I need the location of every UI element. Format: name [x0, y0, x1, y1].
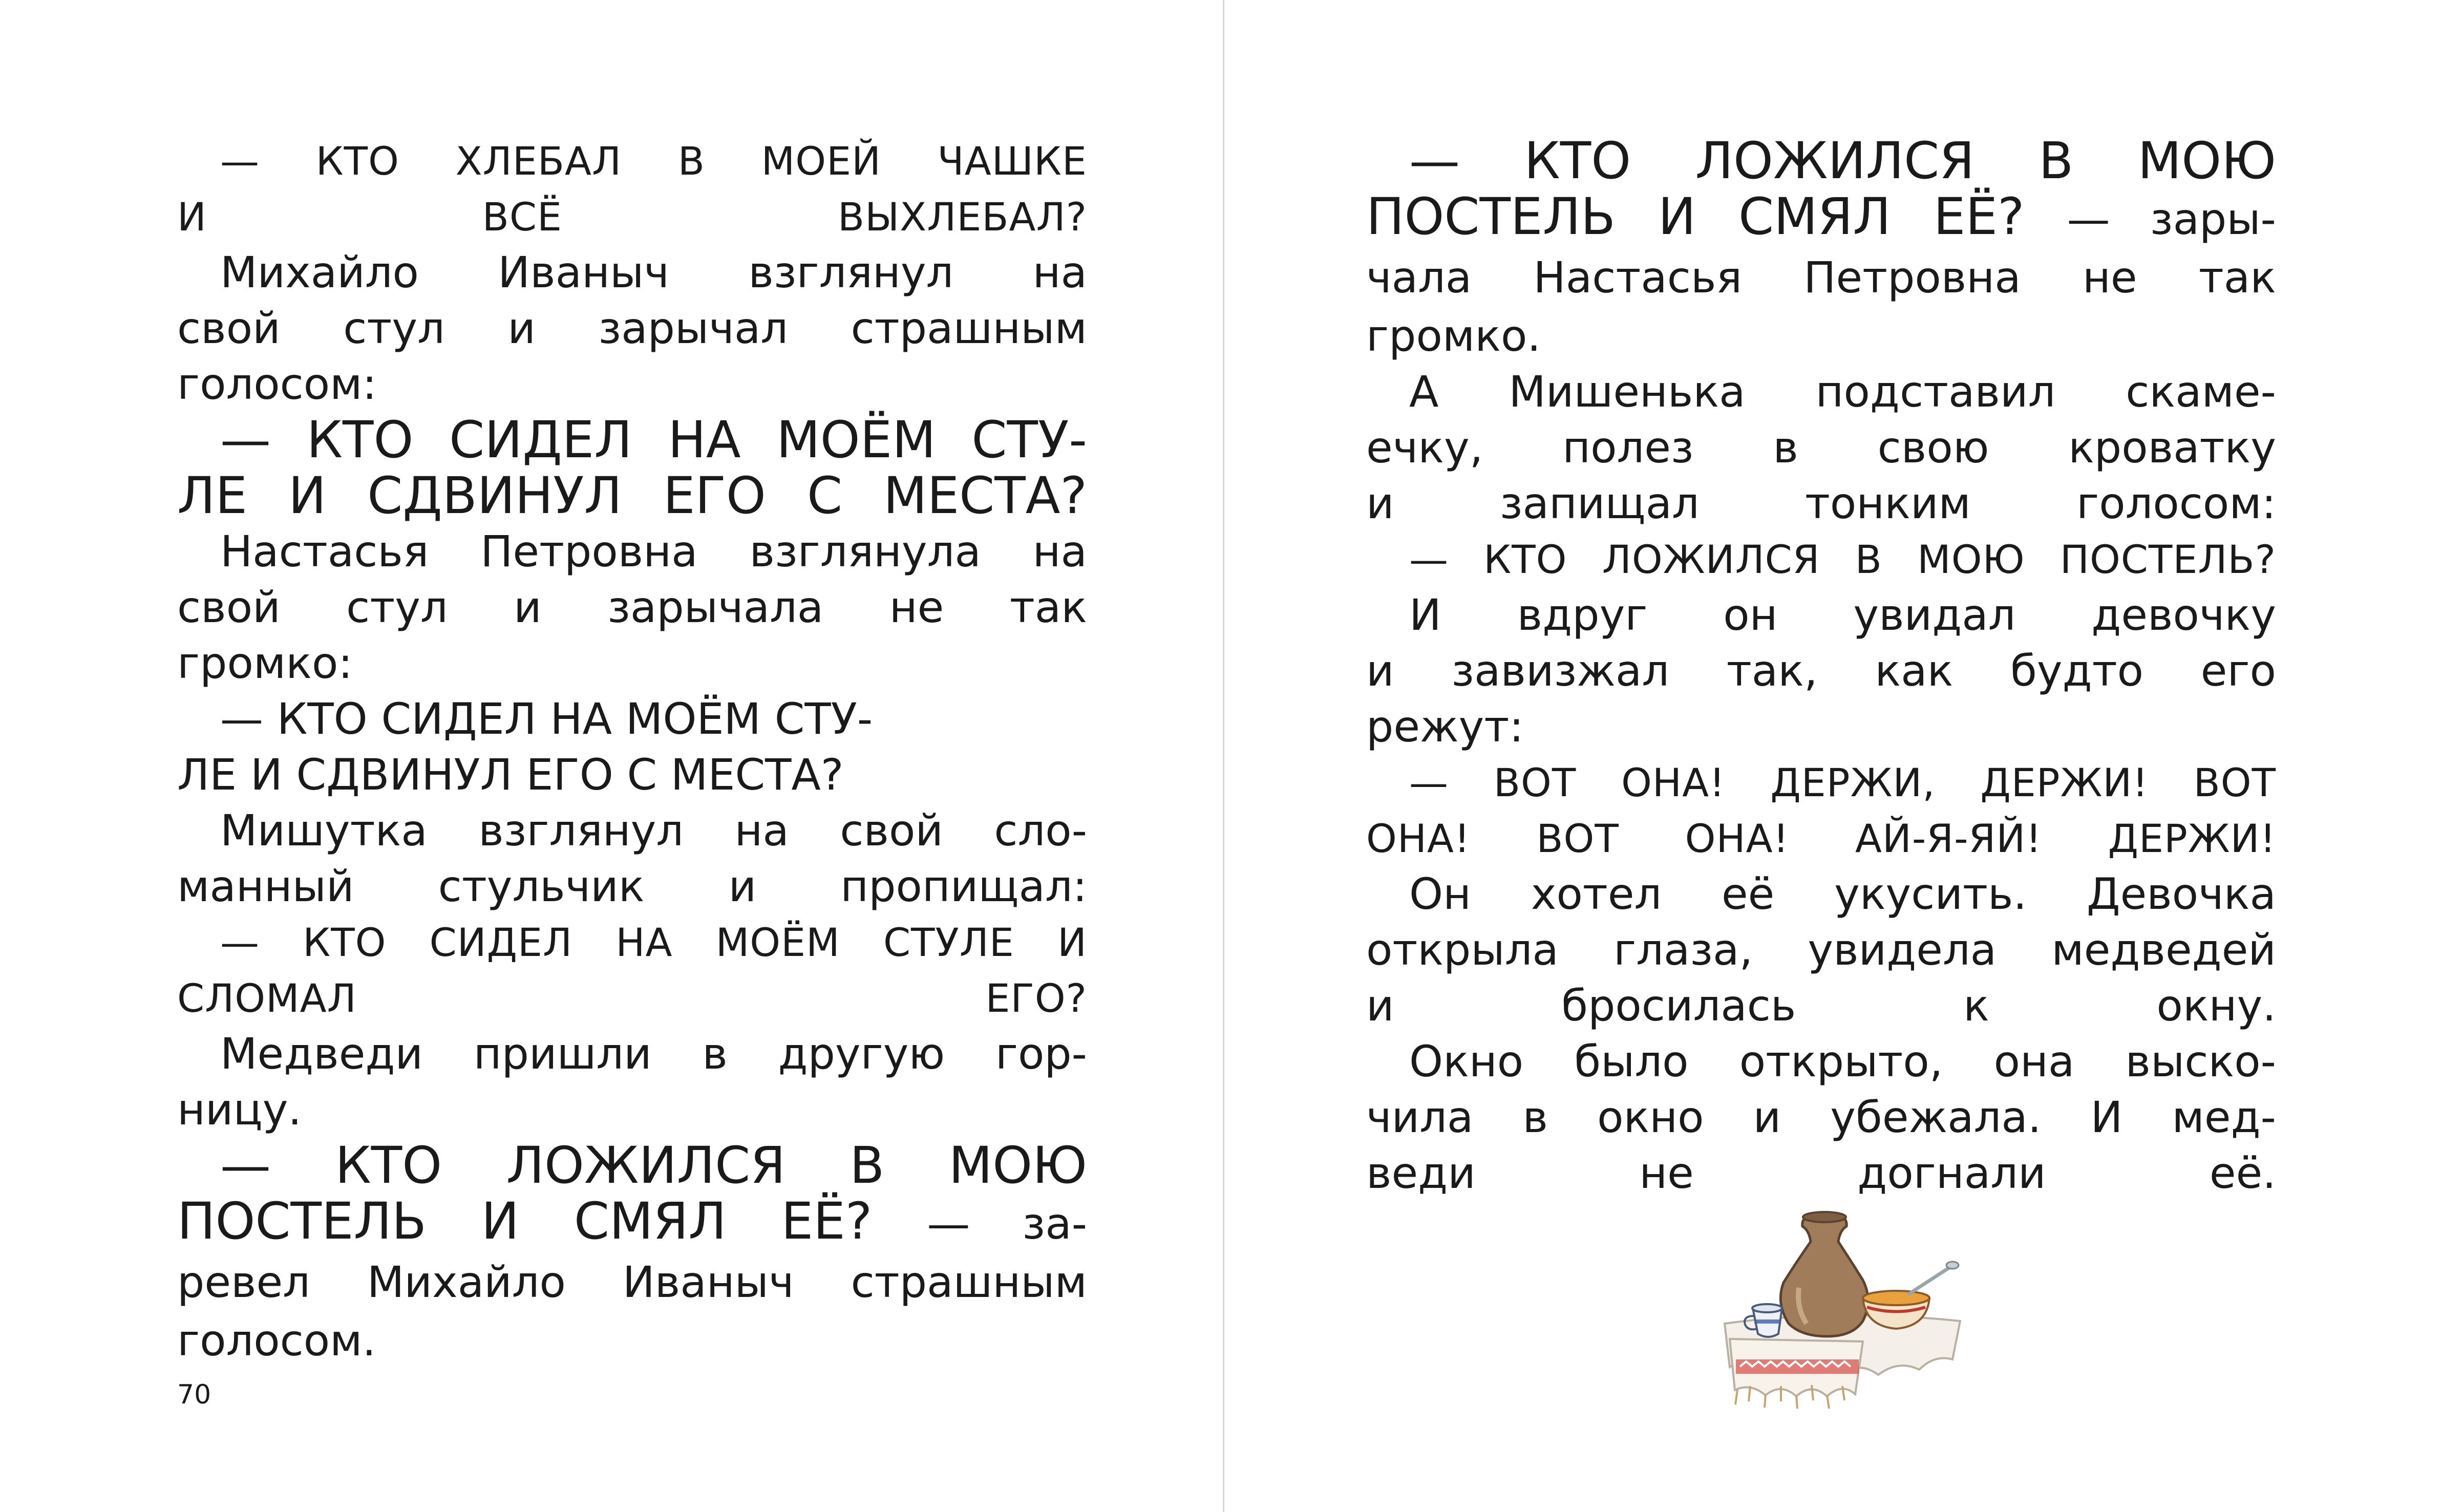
paragraph: Он хотел её укусить. Девочка открыла глаза, увидела медведей и бросилась к окну. [1366, 869, 2276, 1031]
paragraph: А Мишенька подставил скаме- ечку, полез в свою кроватку и запищал тонким голосом: [1366, 367, 2276, 528]
paragraph: Окно было открыто, она выско- чила в окно и убежала. И мед- веди не догнали её. [1366, 1036, 2276, 1198]
embroidery-band [1736, 1359, 1859, 1374]
paragraph: — КТО ЛОЖИЛСЯ В МОЮ ПОСТЕЛЬ И СМЯЛ ЕЁ? — зары- чала Настасья Петровна не так громко. [1366, 132, 2276, 361]
right-page-text [1366, 133, 2276, 1201]
spoon [1909, 1267, 1950, 1294]
paragraph: Мишутка взглянул на свой сло- манный стульчик и пропищал: [177, 805, 1087, 911]
paragraph: — КТО ЛОЖИЛСЯ В МОЮ ПОСТЕЛЬ И СМЯЛ ЕЁ? — за- ревел Михайло Иваныч страшным голосом. [177, 1136, 1087, 1366]
paragraph: — КТО СИДЕЛ НА МОЁМ СТУ- ЛЕ И СДВИНУЛ ЕГО С МЕСТА? [177, 411, 1087, 525]
paragraph: — КТО ХЛЕБАЛ В МОЕЙ ЧАШКЕ И ВСЁ ВЫХЛЕБАЛ? [177, 138, 1087, 240]
paragraph: Михайло Иваныч взглянул на свой стул и зарычал страшным голосом: [177, 247, 1087, 409]
paragraph: — КТО ЛОЖИЛСЯ В МОЮ ПОСТЕЛЬ? [1409, 537, 2276, 582]
right-page [1224, 0, 2442, 1512]
jug-rim [1803, 1212, 1846, 1222]
paragraph: — КТО СИДЕЛ НА МОЁМ СТУЛЕ И СЛОМАЛ ЕГО? [177, 920, 1087, 1021]
clay-jug [1780, 1216, 1868, 1336]
paragraph: — ВОТ ОНА! ДЕРЖИ, ДЕРЖИ! ВОТ ОНА! ВОТ ОНА! АЙ-Я-ЯЙ! ДЕРЖИ! [1366, 760, 2276, 861]
page-number: 70 [177, 1379, 211, 1410]
paragraph: И вдруг он увидал девочку и завизжал так, как будто его режут: [1366, 590, 2276, 752]
paragraph: — КТО СИДЕЛ НА МОЁМ СТУ- ЛЕ И СДВИНУЛ ЕГО С МЕСТА? [177, 694, 873, 800]
paragraph: Медведи пришли в другую гор- ницу. [177, 1029, 1087, 1135]
left-page-text [177, 133, 1087, 1369]
paragraph: Настасья Петровна взглянула на свой стул и зарычала не так громко: [177, 526, 1087, 688]
jug-cup-bowl-on-tablecloth-icon [1694, 1206, 1981, 1411]
